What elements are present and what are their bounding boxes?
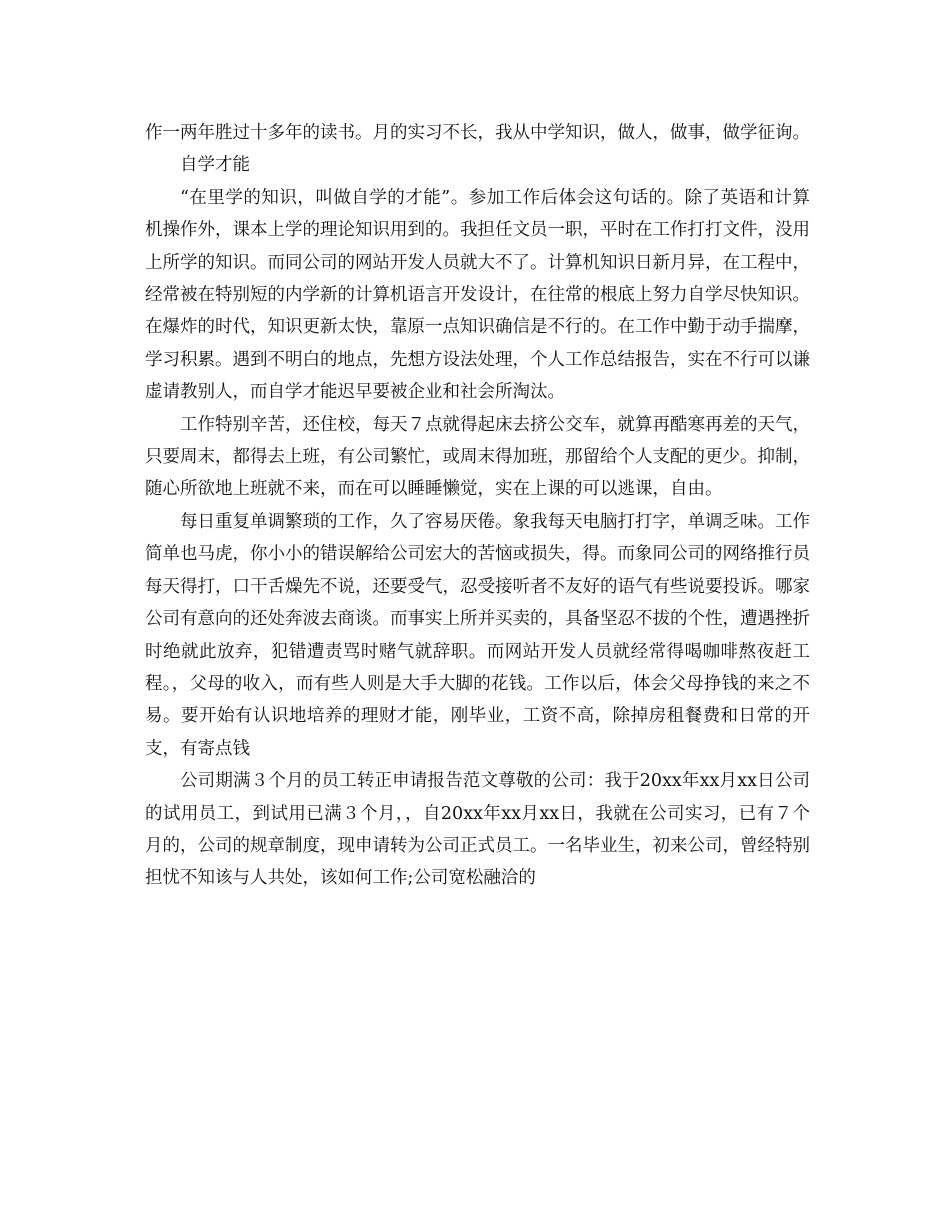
paragraph-1: 作一两年胜过十多年的读书。月的实习不长，我从中学知识，做人，做事，做学征询。 [145,123,810,143]
paragraph-4: 工作特别辛苦，还住校，每天７点就得起床去挤公交车，就算再酷寒再差的天气，只要周末，都得去上班，有公司繁忙，或周末得加班，那留给个人支配的更少。抑制，随心所欲地上班就不来，而在可以睡睡懒觉，实在上课的可以逃课，自由。 [145,414,810,500]
paragraph-3: “在里学的知识，叫做自学的才能”。参加工作后体会这句话的。除了英语和计算机操作外，课本上学的理论知识用到的。我担任文员一职，平时在工作打打文件，没用上所学的知识。而同公司的网站开发人员就大不了。计算机知识日新月异，在工程中，经常被在特别短的内学新的计算机语言开发设计，在往常的根底上努力自学尽快知识。在爆炸的时代，知识更新太快，靠原一点知识确信是不行的。在工作中勤于动手揣摩，学习积累。遇到不明白的地点，先想方设法处理，个人工作总结报告，实在不行可以谦虚请教别人，而自学才能迟早要被企业和社会所淘汰。 [145,187,810,403]
document-body [145,117,810,895]
paragraph-5: 每日重复单调繁琐的工作，久了容易厌倦。象我每天电脑打打字，单调乏味。工作简单也马虎，你小小的错误解给公司宏大的苦恼或损失，得。而象同公司的网络推行员每天得打，口干舌燥先不说，还要受气，忍受接听者不友好的语气有些说要投诉。哪家公司有意向的还处奔波去商谈。而事实上所并买卖的，具备坚忍不拔的个性，遭遇挫折时绝就此放弃，犯错遭责骂时赌气就辞职。而网站开发人员就经常得喝咖啡熬夜赶工程。，父母的收入，而有些人则是大手大脚的花钱。工作以后，体会父母挣钱的来之不易。要开始有认识地培养的理财才能，刚毕业，工资不高，除掉房租餐费和日常的开支，有寄点钱 [145,511,810,759]
paragraph-6: 公司期满３个月的员工转正申请报告范文尊敬的公司：我于20xx年xx月xx日公司的试用员工，到试用已满３个月，，自20xx年xx月xx日，我就在公司实习，已有７个月的，公司的规章制度，现申请转为公司正式员工。一名毕业生，初来公司，曾经特别担忧不知该与人共处，该如何工作;公司宽松融洽的 [145,771,810,889]
section-heading-self-study: 自学才能 [180,155,250,176]
